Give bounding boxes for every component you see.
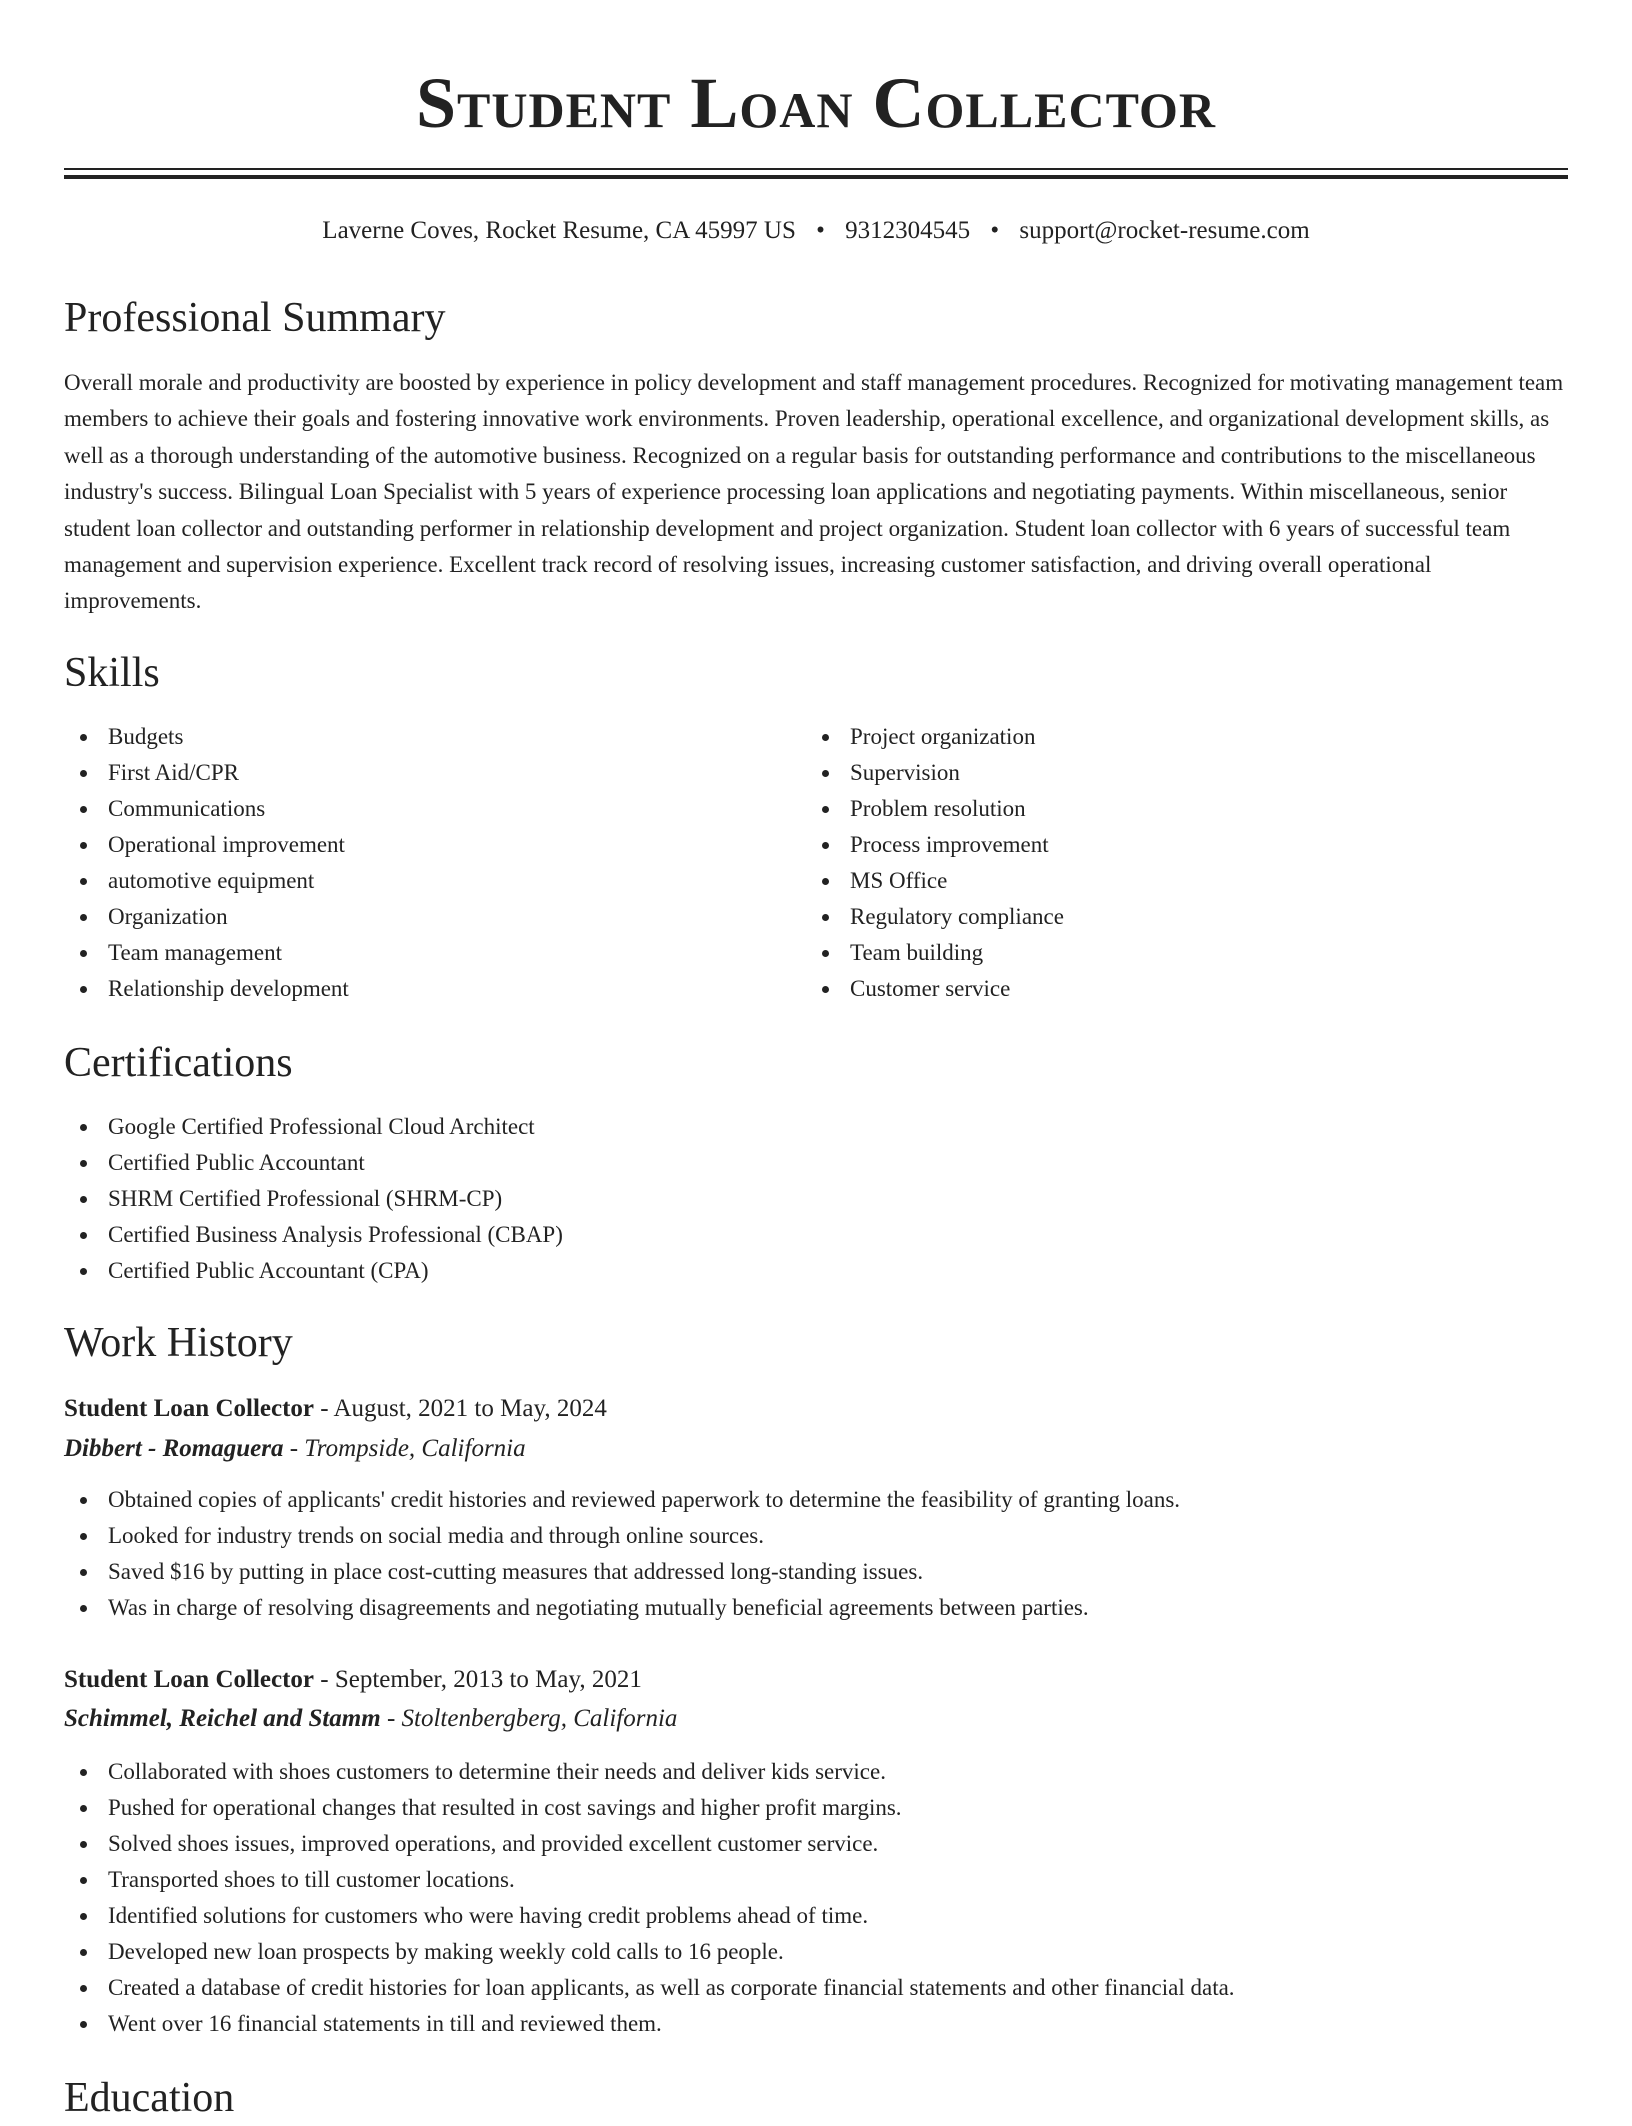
skill-item: Customer service xyxy=(806,971,1064,1007)
skill-item: Regulatory compliance xyxy=(806,899,1064,935)
job-bullet: Identified solutions for customers who were having credit problems ahead of time. xyxy=(64,1898,1235,1934)
section-heading-education: Education xyxy=(64,2075,235,2121)
certification-item: SHRM Certified Professional (SHRM-CP) xyxy=(64,1181,563,1217)
section-heading-skills: Skills xyxy=(64,650,160,696)
section-heading-summary: Professional Summary xyxy=(64,295,446,341)
job-location: - Stoltenbergberg, California xyxy=(380,1705,678,1732)
job-bullet: Solved shoes issues, improved operations, and provided excellent customer service. xyxy=(64,1826,1235,1862)
skills-list-right xyxy=(806,719,1064,1007)
job-bullet: Went over 16 financial statements in till and reviewed them. xyxy=(64,2006,1235,2042)
job-bullet: Saved $16 by putting in place cost-cutting measures that addressed long-standing issues. xyxy=(64,1554,1180,1590)
skill-item: Communications xyxy=(64,791,349,827)
contact-separator: • xyxy=(816,217,825,244)
job-bullet: Transported shoes to till customer locations. xyxy=(64,1862,1235,1898)
job-bullet: Was in charge of resolving disagreements and negotiating mutually beneficial agreements between parties. xyxy=(64,1590,1180,1626)
contact-separator: • xyxy=(990,217,1000,244)
skill-item: Organization xyxy=(64,899,349,935)
resume-title: Student Loan Collector xyxy=(415,63,1217,143)
job-bullet: Developed new loan prospects by making weekly cold calls to 16 people. xyxy=(64,1934,1235,1970)
skill-item: Supervision xyxy=(806,755,1064,791)
skill-item: Relationship development xyxy=(64,971,349,1007)
job-company-line xyxy=(64,1430,526,1468)
certifications-list xyxy=(64,1109,563,1289)
skill-item: Team building xyxy=(806,935,1064,971)
job-location: - Trompside, California xyxy=(283,1435,526,1462)
job-dates: - August, 2021 to May, 2024 xyxy=(314,1395,607,1422)
certification-item: Certified Public Accountant (CPA) xyxy=(64,1253,563,1289)
job-title-line xyxy=(64,1390,607,1428)
job-bullet: Collaborated with shoes customers to determine their needs and deliver kids service. xyxy=(64,1754,1235,1790)
job-bullets xyxy=(64,1482,1180,1626)
skill-item: Problem resolution xyxy=(806,791,1064,827)
certification-item: Certified Public Accountant xyxy=(64,1145,563,1181)
job-bullet: Pushed for operational changes that resulted in cost savings and higher profit margins. xyxy=(64,1790,1235,1826)
skill-item: Team management xyxy=(64,935,349,971)
certification-item: Certified Business Analysis Professional (CBAP) xyxy=(64,1217,563,1253)
job-title: Student Loan Collector xyxy=(64,1395,314,1422)
contact-line xyxy=(64,212,1568,250)
title-divider-thin xyxy=(64,168,1568,170)
job-company-line xyxy=(64,1700,677,1738)
skill-item: First Aid/CPR xyxy=(64,755,349,791)
skill-item: Project organization xyxy=(806,719,1064,755)
contact-address: Laverne Coves, Rocket Resume, CA 45997 US xyxy=(322,217,796,244)
skill-item: Process improvement xyxy=(806,827,1064,863)
skill-item: automotive equipment xyxy=(64,863,349,899)
contact-phone: 9312304545 xyxy=(845,217,971,244)
job-title: Student Loan Collector xyxy=(64,1666,314,1693)
job-bullet: Obtained copies of applicants' credit histories and reviewed paperwork to determine the feasibility of granting loans. xyxy=(64,1482,1180,1518)
job-title-line xyxy=(64,1661,642,1699)
summary-text: Overall morale and productivity are boosted by experience in policy development and staff management procedures. Recognized for motivating management team members to achieve their goals and fostering innovative work environments. Proven leadership, operational excellence, and organizational development skills, as well as a thorough understanding of the automotive business. Recognized on a regular basis for outstanding performance and contributions to the miscellaneous industry's success. Bilingual Loan Specialist with 5 years of experience processing loan applications and negotiating payments. Within miscellaneous, senior student loan collector and outstanding performer in relationship development and project organization. Student loan collector with 6 years of successful team management and supervision experience. Excellent track record of resolving issues, increasing customer satisfaction, and driving overall operational improvements. xyxy=(64,370,1564,614)
job-bullet: Looked for industry trends on social media and through online sources. xyxy=(64,1518,1180,1554)
job-bullet: Created a database of credit histories for loan applicants, as well as corporate financial statements and other financial data. xyxy=(64,1970,1235,2006)
title-divider-thick xyxy=(64,175,1568,179)
job-company: Dibbert - Romaguera xyxy=(64,1435,284,1462)
certification-item: Google Certified Professional Cloud Architect xyxy=(64,1109,563,1145)
section-heading-work-history: Work History xyxy=(64,1320,293,1366)
section-heading-certifications: Certifications xyxy=(64,1040,293,1086)
skill-item: MS Office xyxy=(806,863,1064,899)
job-dates: - September, 2013 to May, 2021 xyxy=(314,1666,642,1693)
skill-item: Operational improvement xyxy=(64,827,349,863)
contact-email: support@rocket-resume.com xyxy=(1019,217,1310,244)
skill-item: Budgets xyxy=(64,719,349,755)
skills-list-left xyxy=(64,719,349,1007)
job-company: Schimmel, Reichel and Stamm xyxy=(64,1705,381,1732)
job-bullets xyxy=(64,1754,1235,2042)
